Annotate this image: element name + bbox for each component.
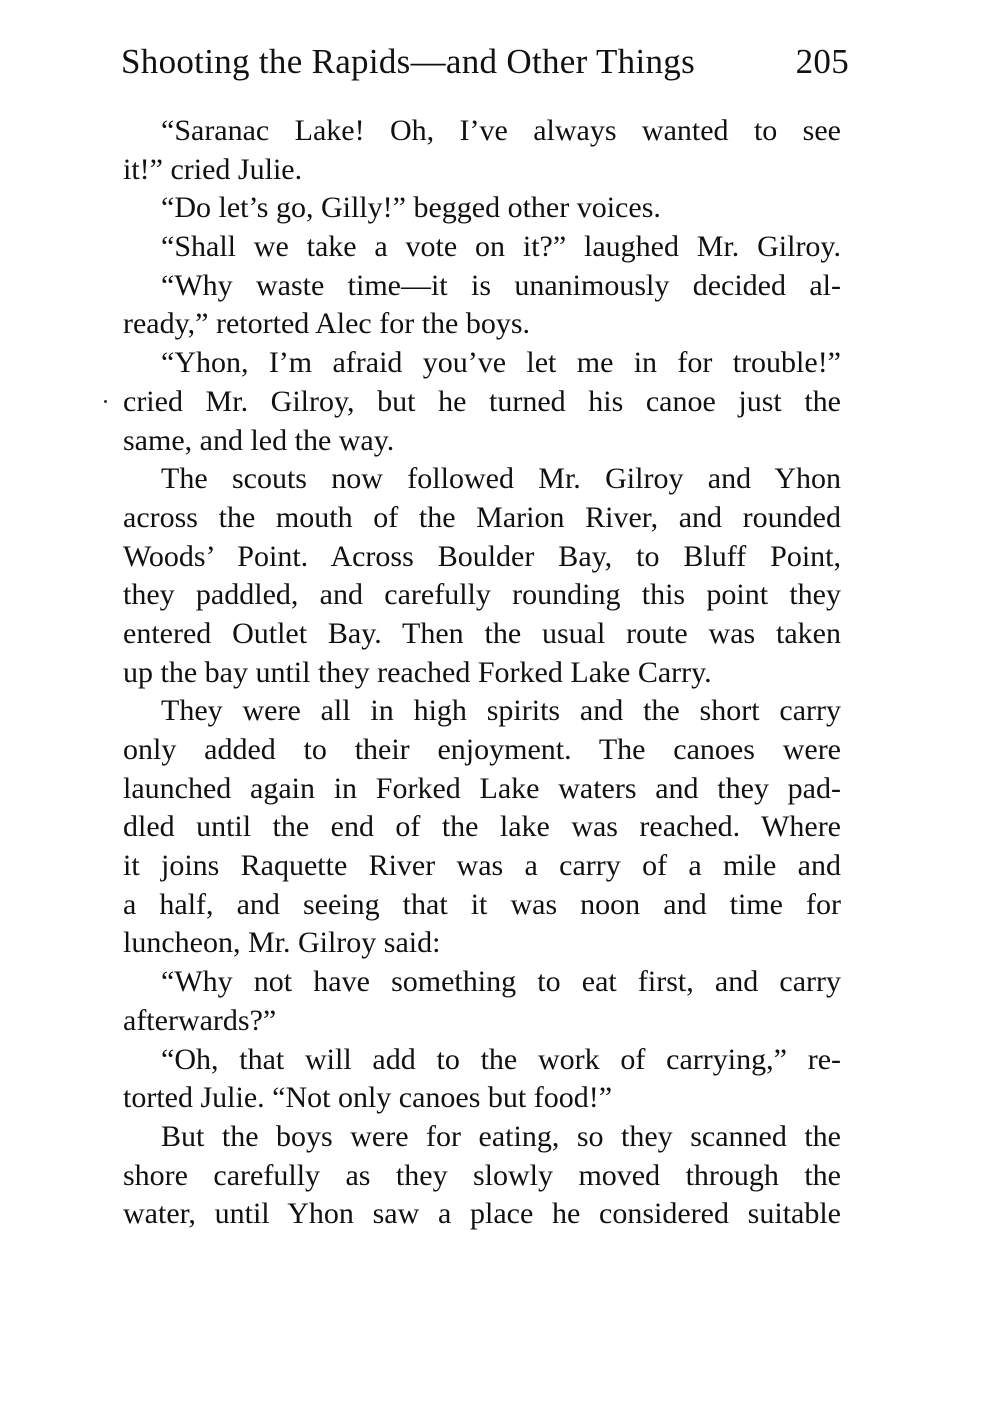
text-line: “Why not have something to eat first, and carry [161,965,841,999]
print-speck [104,400,107,403]
text-line: launched again in Forked Lake waters and they pad- [123,771,841,805]
text-line: They were all in high spirits and the short carry [161,694,841,728]
text-line: it!” cried Julie. [123,152,303,186]
text-line: they paddled, and carefully rounding this point they [123,578,841,612]
text-line: “Oh, that will add to the work of carrying,” re- [161,1042,841,1076]
text-line: entered Outlet Bay. Then the usual route was taken [123,616,841,650]
running-header [121,42,849,94]
page-number: 205 [795,42,849,81]
running-title: Shooting the Rapids—and Other Things [121,42,696,81]
text-line: a half, and seeing that it was noon and time for [123,887,841,921]
text-line: luncheon, Mr. Gilroy said: [123,926,441,960]
body-text [123,112,841,1234]
text-line: “Do let’s go, Gilly!” begged other voices. [161,191,661,225]
text-line: “Why waste time—it is unanimously decided al- [161,268,841,302]
text-line: But the boys were for eating, so they scanned the [161,1119,841,1153]
text-line: across the mouth of the Marion River, and rounded [123,500,841,534]
text-line: same, and led the way. [123,423,395,457]
text-line: water, until Yhon saw a place he considered suitable [123,1197,841,1231]
text-line: ready,” retorted Alec for the boys. [123,307,531,341]
text-line: shore carefully as they slowly moved through the [123,1158,841,1192]
text-line: torted Julie. “Not only canoes but food!” [123,1081,613,1115]
text-line: “Saranac Lake! Oh, I’ve always wanted to see [161,114,841,147]
text-line: Woods’ Point. Across Boulder Bay, to Bluff Point, [123,539,841,573]
text-line: The scouts now followed Mr. Gilroy and Yhon [161,462,841,496]
text-line: “Yhon, I’m afraid you’ve let me in for trouble!” [161,346,841,380]
text-line: only added to their enjoyment. The canoes were [123,733,841,766]
text-line: afterwards?” [123,1003,277,1037]
text-line: cried Mr. Gilroy, but he turned his canoe just the [123,384,841,418]
text-line: dled until the end of the lake was reached. Where [123,810,841,844]
text-line: it joins Raquette River was a carry of a mile and [123,849,841,883]
text-line: “Shall we take a vote on it?” laughed Mr. Gilroy. [161,230,841,264]
text-line: up the bay until they reached Forked Lake Carry. [123,655,712,689]
